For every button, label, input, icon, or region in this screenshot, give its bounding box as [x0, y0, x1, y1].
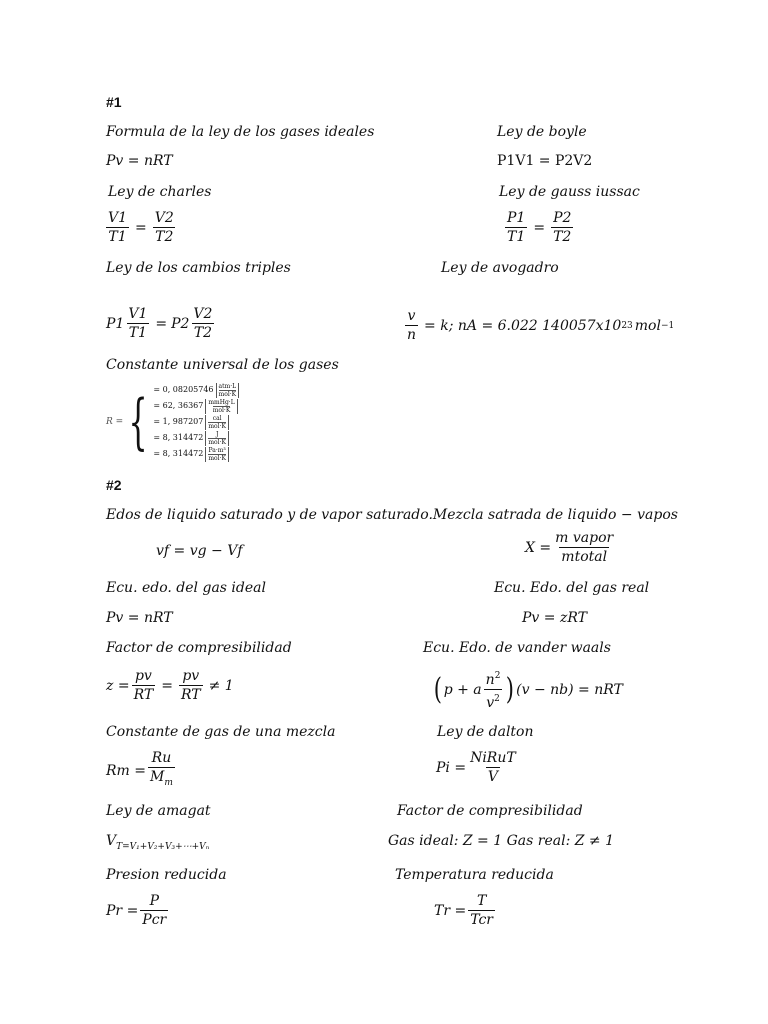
saturated-states-title: Edos de liquido saturado y de vapor saturado.Mezcla satrada de liquido − vapos	[106, 507, 678, 523]
compressibility-title-2: Factor de compresibilidad	[397, 803, 583, 819]
mixture-constant-title: Constante de gas de una mezcla	[106, 724, 336, 740]
boyle-title: Ley de boyle	[497, 124, 587, 140]
avogadro-title: Ley de avogadro	[441, 260, 559, 276]
reduced-pressure-equation: Pr = $\frac{P}{\text{Pcr}}$	[106, 893, 167, 928]
compressibility-cases: Gas ideal: Z = 1 Gas real: Z ≠ 1	[388, 833, 614, 849]
gay-lussac-equation: $\frac{P1}{T1}$ = $\frac{P2}{T2}$	[507, 210, 572, 245]
van-der-waals-title: Ecu. Edo. de vander waals	[423, 640, 611, 656]
real-gas-state-equation: Pv = zRT	[522, 610, 587, 626]
gay-lussac-title: Ley de gauss iussac	[499, 184, 640, 200]
r-value-row: = 8, 314472 Pa·m³ mol·K	[153, 446, 239, 462]
van-der-waals-equation: ( p + a $\frac{n^2}{v^2}$ ) (v − nb) = nRT	[433, 671, 623, 711]
gas-constant-title: Constante universal de los gases	[106, 357, 339, 373]
r-value-row: = 62, 36367 mmHg·L mol·K	[153, 398, 239, 414]
dalton-title: Ley de dalton	[437, 724, 534, 740]
charles-title: Ley de charles	[108, 184, 212, 200]
dalton-equation: Pi = $\frac{\text{NiRuT}}{V}$	[436, 750, 516, 785]
reduced-temperature-title: Temperatura reducida	[395, 867, 554, 883]
amagat-title: Ley de amagat	[106, 803, 211, 819]
avogadro-equation: $\frac{v}{n}$ = k; nA = 6.022 140057x10 23 mol −1	[407, 308, 675, 343]
r-value-row: = 0, 08205746 atm·L mol·K	[153, 382, 239, 398]
gas-constant-values: R = { = 0, 08205746 atm·L mol·K = 62, 36367 mmHg·L mol·K = 1, 987207 cal mol·K = 8, 314472 J mol·K = 8, 314472 Pa·m³ mol·K	[106, 382, 239, 462]
heading-1: #1	[106, 94, 122, 110]
ideal-gas-equation: Pv = nRT	[106, 153, 173, 169]
r-value-row: = 1, 987207 cal mol·K	[153, 414, 239, 430]
compressibility-title: Factor de compresibilidad	[106, 640, 292, 656]
charles-equation: $\frac{V1}{T1}$ = $\frac{V2}{T2}$	[108, 210, 174, 245]
boyle-equation: P1V1 = P2V2	[497, 153, 593, 169]
heading-2: #2	[106, 477, 122, 493]
real-gas-state-title: Ecu. Edo. del gas real	[494, 580, 650, 596]
reduced-temperature-equation: Tr = $\frac{T}{\text{Tcr}}$	[434, 893, 494, 928]
r-value-row: = 8, 314472 J mol·K	[153, 430, 239, 446]
reduced-pressure-title: Presion reducida	[106, 867, 227, 883]
compressibility-equation: z = $\frac{pv}{RT}$ = $\frac{pv}{RT}$ ≠ 1	[106, 668, 234, 703]
ideal-gas-state-title: Ecu. edo. del gas ideal	[106, 580, 266, 596]
triple-changes-equation: P1 $\frac{V1}{T1}$ = P2 $\frac{V2}{T2}$	[106, 306, 213, 341]
triple-changes-title: Ley de los cambios triples	[106, 260, 291, 276]
quality-equation: X = $\frac{\text{m vapor}}{\text{mtotal}}$	[525, 530, 614, 565]
vf-equation: vf = vg − Vf	[156, 543, 243, 559]
ideal-gas-state-equation: Pv = nRT	[106, 610, 173, 626]
ideal-gas-title: Formula de la ley de los gases ideales	[106, 124, 375, 140]
mixture-constant-equation: Rm = $\frac{Ru}{M_m}$	[106, 750, 177, 791]
amagat-equation: $V_{T=V_1+V_2+V_3+\cdots+V_n}$	[106, 833, 210, 852]
